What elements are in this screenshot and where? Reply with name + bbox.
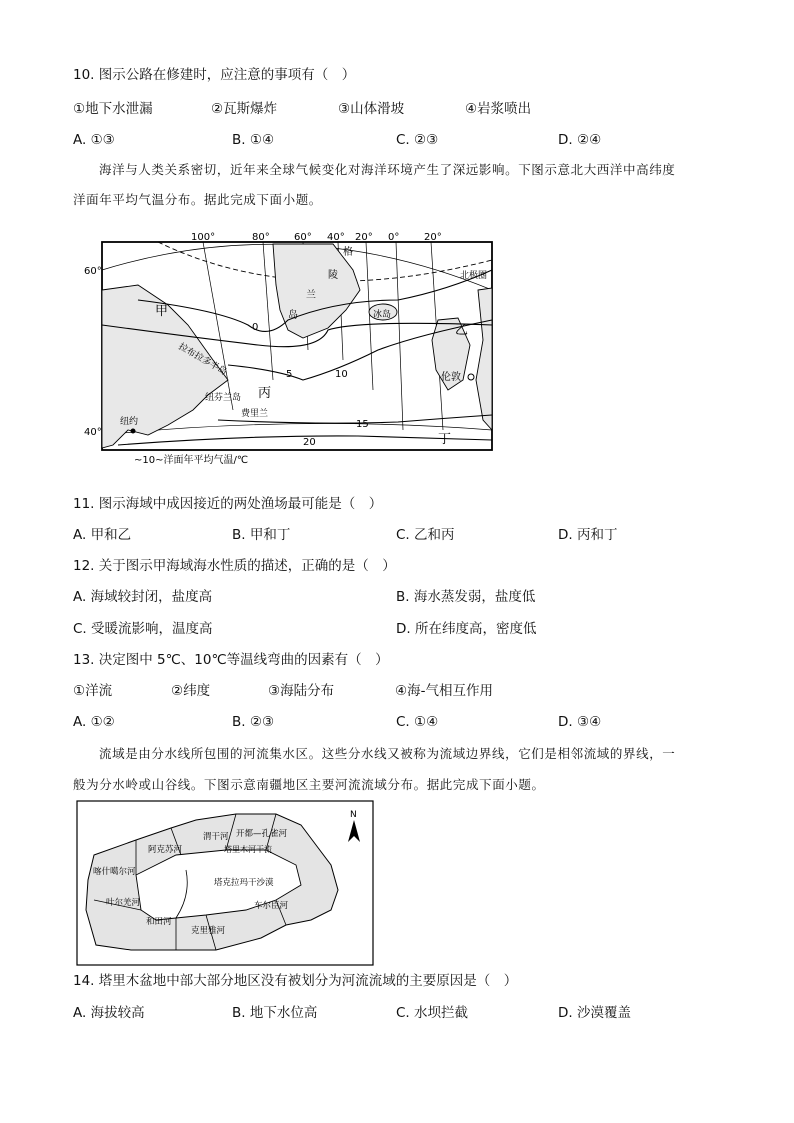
basin-label-kashgar: 喀什噶尔河 xyxy=(93,867,136,877)
arctic-circle-label: 北极圈 xyxy=(460,271,488,281)
q14-option-b[interactable]: B. 地下水位高 xyxy=(232,1005,318,1021)
q13-option-c[interactable]: C. ①④ xyxy=(396,714,439,730)
q13-item-4: ④海-气相互作用 xyxy=(395,683,493,699)
ferryland-label: 费里兰 xyxy=(241,409,269,419)
basin-label-tarim-mainstream: 塔里木河干流 xyxy=(224,845,272,854)
q11-option-c[interactable]: C. 乙和丙 xyxy=(396,527,455,543)
q14-option-d[interactable]: D. 沙漠覆盖 xyxy=(558,1005,631,1021)
q12-option-b[interactable]: B. 海水蒸发弱，盐度低 xyxy=(396,589,536,605)
q10-stem: 10. 图示公路在修建时，应注意的事项有（ ） xyxy=(73,67,356,83)
intro1-line1: 海洋与人类关系密切，近年来全球气候变化对海洋环境产生了深远影响。下图示意北大西洋中高纬度 xyxy=(99,162,676,177)
q13-item-3: ③海陆分布 xyxy=(268,683,335,699)
q12-option-a[interactable]: A. 海域较封闭，盐度高 xyxy=(73,589,213,605)
new-york-label: 纽约 xyxy=(120,417,139,427)
isotherm-label-5: 5 xyxy=(286,369,293,380)
q12-stem: 12. 关于图示甲海域海水性质的描述，正确的是（ ） xyxy=(73,558,396,574)
london-label: 伦敦 xyxy=(441,372,461,383)
greenland-char-2: 陵 xyxy=(328,270,338,281)
sea-area-yi: 乙 xyxy=(455,323,469,338)
q10-item-1: ①地下水泄漏 xyxy=(73,101,153,117)
lat-label-60n: 60° xyxy=(84,266,102,277)
q10-item-3: ③山体滑坡 xyxy=(338,101,405,117)
q11-option-d[interactable]: D. 丙和丁 xyxy=(558,527,618,543)
q12-option-c[interactable]: C. 受暖流影响，温度高 xyxy=(73,621,213,637)
newfoundland-label: 纽芬兰岛 xyxy=(205,393,242,403)
q14-stem: 14. 塔里木盆地中部大部分地区没有被划分为河流流域的主要原因是（ ） xyxy=(73,973,518,989)
map1-legend: ~10~洋面年平均气温/℃ xyxy=(134,455,249,466)
greenland-char-1: 格 xyxy=(343,247,353,258)
isotherm-label-15: 15 xyxy=(356,419,369,430)
isotherm-label-0: 0 xyxy=(252,322,259,333)
q13-option-b[interactable]: B. ②③ xyxy=(232,714,275,730)
intro1-line2: 洋面年平均气温分布。据此完成下面小题。 xyxy=(73,192,322,207)
q10-option-d[interactable]: D. ②④ xyxy=(558,132,602,148)
isotherm-label-10: 10 xyxy=(335,369,348,380)
basin-label-qarqan: 车尔臣河 xyxy=(254,901,289,911)
sea-area-bing: 丙 xyxy=(258,386,272,401)
basin-label-weigan: 渭干河 xyxy=(203,832,229,842)
basin-label-taklamakan: 塔克拉玛干沙漠 xyxy=(214,878,274,888)
lon-label-20w: 20° xyxy=(355,232,373,243)
q10-item-2: ②瓦斯爆炸 xyxy=(211,101,278,117)
xinjiang-basin-map xyxy=(76,800,374,966)
q10-option-b[interactable]: B. ①④ xyxy=(232,132,275,148)
lon-label-20e: 20° xyxy=(424,232,442,243)
q13-option-a[interactable]: A. ①② xyxy=(73,714,115,730)
basin-label-keriya: 克里雅河 xyxy=(191,926,226,936)
intro2-line1: 流域是由分水线所包围的河流集水区。这些分水线又被称为流域边界线，它们是相邻流域的界线，一 xyxy=(99,746,676,761)
q14-option-a[interactable]: A. 海拔较高 xyxy=(73,1005,145,1021)
greenland-char-4: 岛 xyxy=(288,310,298,321)
q10-option-a[interactable]: A. ①③ xyxy=(73,132,115,148)
q13-item-1: ①洋流 xyxy=(73,683,113,699)
q13-option-d[interactable]: D. ③④ xyxy=(558,714,602,730)
intro2-line2: 般为分水岭或山谷线。下图示意南疆地区主要河流流域分布。据此完成下面小题。 xyxy=(73,777,545,792)
lon-label-60w: 60° xyxy=(294,232,312,243)
basin-label-kaidu-kongque: 开都—孔雀河 xyxy=(236,829,288,839)
sea-area-ding: 丁 xyxy=(438,432,452,447)
q11-stem: 11. 图示海域中成因接近的两处渔场最可能是（ ） xyxy=(73,496,383,512)
lon-label-0: 0° xyxy=(388,232,400,243)
labrador-label: 拉布拉多半岛 xyxy=(176,341,229,378)
lon-label-80w: 80° xyxy=(252,232,270,243)
basin-label-yarkand: 叶尔羌河 xyxy=(106,898,141,908)
lat-label-40n: 40° xyxy=(84,427,102,438)
basin-label-hotan: 和田河 xyxy=(146,917,172,927)
basin-label-aksu: 阿克苏河 xyxy=(148,845,183,855)
q11-option-b[interactable]: B. 甲和丁 xyxy=(232,527,291,543)
north-label: N xyxy=(350,810,357,820)
iceland-label: 冰岛 xyxy=(373,310,392,320)
greenland-char-3: 兰 xyxy=(306,290,316,301)
q14-option-c[interactable]: C. 水坝拦截 xyxy=(396,1005,469,1021)
new-york-marker xyxy=(131,429,136,434)
q10-item-4: ④岩浆喷出 xyxy=(465,101,532,117)
lon-label-100w: 100° xyxy=(191,232,216,243)
q13-item-2: ②纬度 xyxy=(171,683,211,699)
isotherm-label-20: 20 xyxy=(303,437,316,448)
sea-area-jia: 甲 xyxy=(155,304,169,319)
q12-option-d[interactable]: D. 所在纬度高，密度低 xyxy=(396,621,537,637)
lon-label-40w: 40° xyxy=(327,232,345,243)
q13-stem: 13. 决定图中 5℃、10℃等温线弯曲的因素有（ ） xyxy=(73,652,389,668)
q10-option-c[interactable]: C. ②③ xyxy=(396,132,439,148)
q11-option-a[interactable]: A. 甲和乙 xyxy=(73,527,132,543)
north-atlantic-temperature-map xyxy=(84,230,500,466)
